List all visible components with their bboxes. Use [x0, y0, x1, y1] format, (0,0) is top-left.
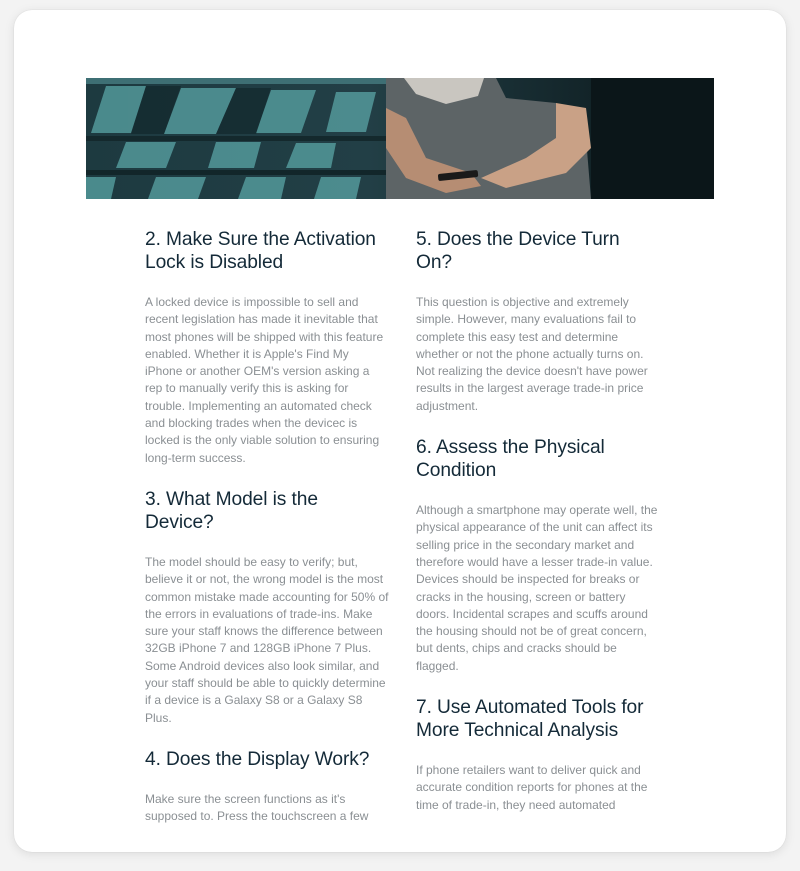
- section-body: If phone retailers want to deliver quick and accurate condition reports for phones at the time of trade-in, they need automated: [416, 763, 648, 812]
- section-automated-tools: [416, 696, 660, 814]
- section-heading: 4. Does the Display Work?: [145, 748, 370, 770]
- article-columns: [145, 228, 665, 824]
- section-body: The model should be easy to verify; but, believe it or not, the wrong model is the most common mistake made accounting for 50% of the errors in evaluations of trade-ins. Make sure your staff knows the difference between 32GB iPhone 7 and 128GB iPhone 7 Plus. Some Android devices also look similar, and your staff should be able to quickly determine if a device is a Galaxy S8 or a Galaxy S8 Plus.: [145, 554, 389, 725]
- section-display: [145, 748, 389, 826]
- section-device-model: [145, 488, 389, 727]
- section-heading: 7. Use Automated Tools for More Technical Analysis: [416, 697, 644, 742]
- section-heading: 2. Make Sure the Activation Lock is Disabled: [145, 229, 376, 273]
- left-column: [145, 228, 389, 847]
- right-column: [416, 228, 660, 835]
- person-with-phone-photo: [86, 78, 714, 199]
- section-body: A locked device is impossible to sell and recent legislation has made it inevitable that most phones will be shipped with this feature enabled. Whether it is Apple's Find My iPhone or another OEM's version asking a rep to manually verify this is asking for trouble. Implementing an automated check and blocking trades when the devicec is locked is the only viable solution to ensuring long-term success.: [145, 295, 384, 465]
- hero-image: [86, 78, 714, 199]
- section-heading: 3. What Model is the Device?: [145, 488, 318, 533]
- section-device-turn-on: [416, 228, 660, 415]
- section-physical-condition: [416, 436, 660, 675]
- section-heading: 5. Does the Device Turn On?: [416, 229, 620, 273]
- section-heading: 6. Assess the Physical Condition: [416, 437, 605, 482]
- section-body: Make sure the screen functions as it's supposed to. Press the touchscreen a few: [145, 791, 369, 824]
- section-body: This question is objective and extremely simple. However, many evaluations fail to complete this easy test and determine whether or not the phone actually turns on. Not realizing the device doesn't have power results in the largest average trade-in price adjustment.: [416, 295, 648, 413]
- section-body: Although a smartphone may operate well, the physical appearance of the unit can affect its selling price in the secondary market and therefore would have a lesser trade-in value. Devices should be inspected for breaks or cracks in the housing, screen or battery doors. Incidental scrapes and scuffs around the housing should not be of great concern, but dents, chips and cracks should be flagged.: [416, 503, 658, 673]
- document-card: [14, 10, 786, 852]
- section-activation-lock: [145, 228, 389, 467]
